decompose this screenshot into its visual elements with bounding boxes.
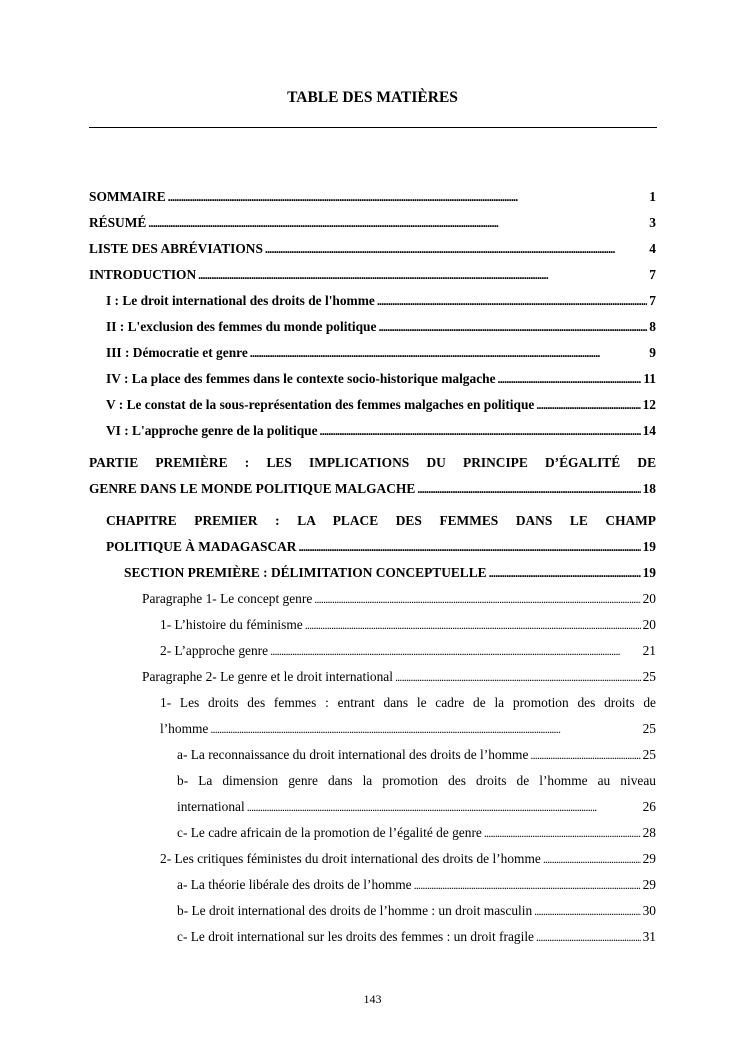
toc-page: 8: [649, 319, 656, 334]
dot-leader: [314, 586, 640, 612]
dot-leader: [417, 476, 640, 502]
toc-entry-intro-ii[interactable]: [89, 314, 656, 340]
dot-leader: [414, 872, 641, 898]
toc-entry-introduction[interactable]: [89, 262, 656, 288]
toc-entry-approche-genre[interactable]: [89, 638, 656, 664]
dot-leader: [530, 742, 640, 768]
toc-label: INTRODUCTION: [89, 267, 197, 282]
dot-leader: [247, 794, 641, 820]
toc-label-line2: international: [177, 799, 245, 814]
toc-page: 26: [642, 799, 656, 814]
dot-leader: [198, 262, 647, 288]
toc-label: c- Le droit international sur les droits des femmes : un droit fragile: [177, 929, 534, 944]
toc-page: 29: [642, 877, 656, 892]
toc-entry-droits-des-femmes[interactable]: [89, 690, 656, 742]
toc-entry-intro-i[interactable]: [89, 288, 656, 314]
toc-entry-section-premiere[interactable]: [89, 560, 656, 586]
dot-leader: [543, 846, 641, 872]
toc-label: 1- L’histoire du féminisme: [160, 617, 303, 632]
toc-page: 14: [642, 423, 656, 438]
dot-leader: [377, 288, 647, 314]
dot-leader: [250, 340, 648, 366]
dot-leader: [298, 534, 640, 560]
toc-label: a- La reconnaissance du droit international des droits de l’homme: [177, 747, 529, 762]
dot-leader: [168, 184, 648, 210]
dot-leader: [148, 210, 647, 236]
toc-entry-abreviations[interactable]: [89, 236, 656, 262]
toc-label: IV : La place des femmes dans le contexte socio-historique malgache: [106, 371, 496, 386]
toc-page: 25: [642, 669, 656, 684]
toc-entry-intro-iii[interactable]: [89, 340, 656, 366]
toc-label: V : Le constat de la sous-représentation des femmes malgaches en politique: [106, 397, 535, 412]
toc-page: 7: [649, 267, 656, 282]
dot-leader: [210, 716, 640, 742]
toc-entry-cadre-africain[interactable]: [89, 820, 656, 846]
toc-page: 25: [642, 721, 656, 736]
toc-page: 25: [642, 747, 656, 762]
toc-label: I : Le droit international des droits de l'homme: [106, 293, 375, 308]
dot-leader: [498, 366, 642, 392]
page-title: TABLE DES MATIÈRES: [287, 89, 458, 106]
toc-page: 3: [649, 215, 656, 230]
toc-entry-theorie-liberale[interactable]: [89, 872, 656, 898]
toc-label: Paragraphe 1- Le concept genre: [142, 591, 313, 606]
toc-label: RÉSUMÉ: [89, 215, 147, 230]
dot-leader: [270, 638, 641, 664]
toc-page: 30: [642, 903, 656, 918]
dot-leader: [265, 236, 647, 262]
toc-label: III : Démocratie et genre: [106, 345, 248, 360]
dot-leader: [305, 612, 641, 638]
toc-label-line1: b- La dimension genre dans la promotion des droits de l’homme au niveau: [177, 773, 656, 788]
table-of-contents: [89, 184, 656, 950]
toc-entry-droit-fragile[interactable]: [89, 924, 656, 950]
toc-page: 7: [649, 293, 656, 308]
toc-page: 9: [649, 345, 656, 360]
toc-entry-critiques-feministes[interactable]: [89, 846, 656, 872]
toc-entry-sommaire[interactable]: [89, 184, 656, 210]
toc-label: 2- Les critiques féministes du droit international des droits de l’homme: [160, 851, 541, 866]
toc-page: 1: [649, 189, 656, 204]
toc-label: II : L'exclusion des femmes du monde politique: [106, 319, 377, 334]
toc-entry-chapitre-premier[interactable]: [89, 508, 656, 560]
toc-label-line2: GENRE DANS LE MONDE POLITIQUE MALGACHE: [89, 481, 416, 496]
toc-page: 19: [642, 565, 656, 580]
toc-label: SECTION PREMIÈRE : DÉLIMITATION CONCEPTUELLE: [124, 565, 487, 580]
toc-entry-intro-iv[interactable]: [89, 366, 656, 392]
toc-label: a- La théorie libérale des droits de l’homme: [177, 877, 412, 892]
toc-entry-partie-premiere[interactable]: [89, 450, 656, 502]
dot-leader: [395, 664, 641, 690]
dot-leader: [489, 560, 641, 586]
toc-label-line2: POLITIQUE À MADAGASCAR: [106, 539, 297, 554]
toc-page: 29: [642, 851, 656, 866]
toc-label: VI : L'approche genre de la politique: [106, 423, 318, 438]
toc-page: 4: [649, 241, 656, 256]
toc-label: Paragraphe 2- Le genre et le droit international: [142, 669, 393, 684]
toc-entry-paragraphe-1[interactable]: [89, 586, 656, 612]
toc-page: 20: [642, 591, 656, 606]
toc-page: 18: [642, 481, 656, 496]
toc-entry-reconnaissance[interactable]: [89, 742, 656, 768]
dot-leader: [536, 392, 640, 418]
toc-entry-intro-vi[interactable]: [89, 418, 656, 444]
page-number: 143: [363, 992, 382, 1006]
toc-page: 19: [642, 539, 656, 554]
toc-entry-dimension-genre[interactable]: [89, 768, 656, 820]
dot-leader: [378, 314, 647, 340]
toc-label: b- Le droit international des droits de l’homme : un droit masculin: [177, 903, 533, 918]
toc-label: c- Le cadre africain de la promotion de l’égalité de genre: [177, 825, 482, 840]
toc-label-line2: l’homme: [160, 721, 209, 736]
toc-label-line1: 1- Les droits des femmes : entrant dans le cadre de la promotion des droits de: [160, 695, 656, 710]
toc-label: LISTE DES ABRÉVIATIONS: [89, 241, 263, 256]
toc-label-line1: CHAPITRE PREMIER : LA PLACE DES FEMMES DANS LE CHAMP: [106, 513, 656, 528]
toc-entry-feminisme[interactable]: [89, 612, 656, 638]
toc-entry-paragraphe-2[interactable]: [89, 664, 656, 690]
dot-leader: [320, 418, 641, 444]
toc-page: 31: [642, 929, 656, 944]
toc-entry-intro-v[interactable]: [89, 392, 656, 418]
title-divider: [89, 127, 657, 128]
dot-leader: [536, 924, 641, 950]
toc-page: 28: [642, 825, 656, 840]
toc-page: 21: [642, 643, 656, 658]
dot-leader: [484, 820, 641, 846]
toc-entry-resume[interactable]: [89, 210, 656, 236]
toc-label-line1: PARTIE PREMIÈRE : LES IMPLICATIONS DU PRINCIPE D’ÉGALITÉ DE: [89, 455, 656, 470]
toc-entry-droit-masculin[interactable]: [89, 898, 656, 924]
toc-page: 11: [643, 371, 656, 386]
toc-page: 12: [642, 397, 656, 412]
dot-leader: [534, 898, 640, 924]
toc-label: 2- L’approche genre: [160, 643, 269, 658]
toc-page: 20: [642, 617, 656, 632]
toc-label: SOMMAIRE: [89, 189, 166, 204]
